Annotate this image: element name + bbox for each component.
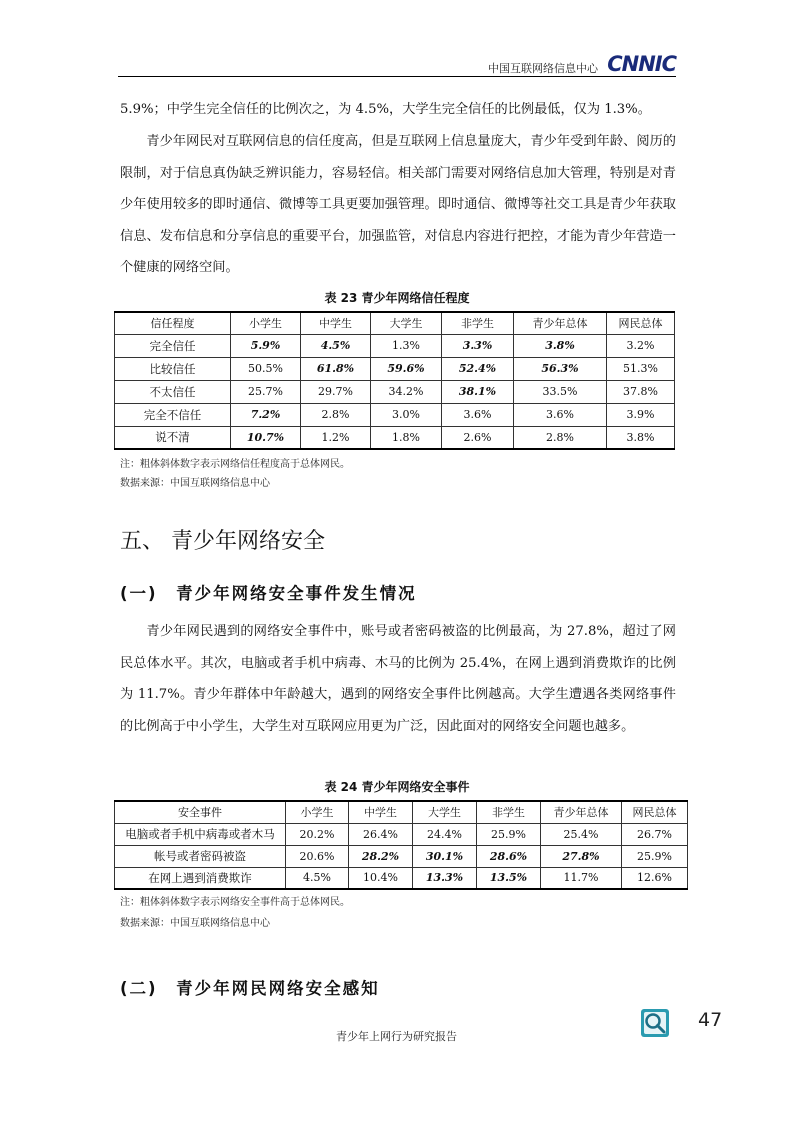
table-cell: 12.6% [622, 867, 688, 889]
paragraph-trust: 青少年网民对互联网信息的信任度高，但是互联网上信息量庞大，青少年受到年龄、阅历的限制，对于信息真伪缺乏辨识能力，容易轻信。相关部门需要对网络信息加大管理，特别是对青少年使用较多的即时通信、微博等工具更要加强管理。即时通信、微博等社交工具是青少年获取信息、发布信息和分享信息的重要平台，加强监管，对信息内容进行把控，才能为青少年营造一个健康的网络空间。 [120, 134, 676, 275]
header-org-name: 中国互联网络信息中心 [488, 62, 598, 75]
table-cell: 3.0% [371, 403, 442, 426]
table-cell: 61.8% [301, 357, 371, 380]
row-label: 完全信任 [115, 334, 231, 357]
table-cell: 20.6% [286, 845, 349, 867]
table-cell: 51.3% [607, 357, 675, 380]
table-cell: 1.3% [371, 334, 442, 357]
row-label: 完全不信任 [115, 403, 231, 426]
table23-header-cell: 非学生 [442, 312, 514, 334]
table-cell: 3.9% [607, 403, 675, 426]
table-cell: 2.8% [514, 426, 607, 449]
table-row [115, 845, 688, 867]
table23-source: 数据来源：中国互联网络信息中心 [120, 478, 270, 489]
table-cell: 10.7% [231, 426, 301, 449]
table23-note: 注：粗体斜体数字表示网络信任程度高于总体网民。 [120, 459, 350, 470]
table-cell: 24.4% [413, 823, 477, 845]
table-cell: 13.5% [477, 867, 541, 889]
page-header [118, 50, 676, 77]
table24-header-cell: 网民总体 [622, 801, 688, 823]
table24-header-cell: 小学生 [286, 801, 349, 823]
table-cell: 3.6% [514, 403, 607, 426]
table23-caption: 表 23 青少年网络信任程度 [324, 291, 470, 305]
table-cell: 38.1% [442, 380, 514, 403]
table-row [115, 823, 688, 845]
table-cell: 28.6% [477, 845, 541, 867]
table-cell: 56.3% [514, 357, 607, 380]
table23-header-cell: 青少年总体 [514, 312, 607, 334]
table-cell: 27.8% [541, 845, 622, 867]
table-cell: 4.5% [301, 334, 371, 357]
table-cell: 11.7% [541, 867, 622, 889]
paragraph-security-events: 青少年网民遇到的网络安全事件中，账号或者密码被盗的比例最高，为 27.8%，超过了网民总体水平。其次，电脑或者手机中病毒、木马的比例为 25.4%，在网上遇到消费欺诈的比例为 11.7%。青少年群体中年龄越大，遇到的网络安全事件比例越高。大学生遭遇各类网络事件的比例高于中小学生，大学生对互联网应用更为广泛，因此面对的网络安全问题也越多。 [120, 624, 676, 734]
subsection-heading-events: (一) 青少年网络安全事件发生情况 [120, 584, 417, 603]
table-row [115, 426, 675, 449]
table-cell: 2.8% [301, 403, 371, 426]
table23-header-cell: 信任程度 [115, 312, 231, 334]
table-cell: 2.6% [442, 426, 514, 449]
table-cell: 3.6% [442, 403, 514, 426]
table23-header-cell: 大学生 [371, 312, 442, 334]
table-cell: 1.2% [301, 426, 371, 449]
table24-header-cell: 非学生 [477, 801, 541, 823]
table24-header-row [115, 801, 688, 823]
table24-header-cell: 青少年总体 [541, 801, 622, 823]
table23-header-cell: 小学生 [231, 312, 301, 334]
row-label: 电脑或者手机中病毒或者木马 [115, 823, 286, 845]
table24-security-events [114, 800, 688, 890]
table-cell: 20.2% [286, 823, 349, 845]
row-label: 在网上遇到消费欺诈 [115, 867, 286, 889]
table-cell: 7.2% [231, 403, 301, 426]
table-cell: 25.9% [622, 845, 688, 867]
table24-header-cell: 大学生 [413, 801, 477, 823]
footer-report-title: 青少年上网行为研究报告 [336, 1030, 457, 1043]
table-cell: 26.7% [622, 823, 688, 845]
table-cell: 25.7% [231, 380, 301, 403]
table-row [115, 867, 688, 889]
table-cell: 26.4% [349, 823, 413, 845]
table-cell: 5.9% [231, 334, 301, 357]
table-cell: 52.4% [442, 357, 514, 380]
table-row [115, 334, 675, 357]
page-number: 47 [698, 1009, 723, 1031]
table-cell: 33.5% [514, 380, 607, 403]
row-label: 不太信任 [115, 380, 231, 403]
table-cell: 28.2% [349, 845, 413, 867]
table-cell: 10.4% [349, 867, 413, 889]
table-cell: 3.8% [607, 426, 675, 449]
table23-header-row [115, 312, 675, 334]
table-cell: 29.7% [301, 380, 371, 403]
table-cell: 3.3% [442, 334, 514, 357]
row-label: 说不清 [115, 426, 231, 449]
table-cell: 59.6% [371, 357, 442, 380]
table-cell: 4.5% [286, 867, 349, 889]
table-cell: 50.5% [231, 357, 301, 380]
table24-source: 数据来源：中国互联网络信息中心 [120, 918, 270, 929]
table-cell: 3.2% [607, 334, 675, 357]
report-logo-icon [640, 1008, 670, 1038]
table-cell: 34.2% [371, 380, 442, 403]
row-label: 比较信任 [115, 357, 231, 380]
table-cell: 37.8% [607, 380, 675, 403]
table23-header-cell: 网民总体 [607, 312, 675, 334]
paragraph-intro: 5.9%；中学生完全信任的比例次之，为 4.5%，大学生完全信任的比例最低，仅为 1.3%。 [120, 102, 651, 117]
table-cell: 1.8% [371, 426, 442, 449]
section-heading: 五、 青少年网络安全 [120, 529, 325, 554]
table-row [115, 403, 675, 426]
table-cell: 25.9% [477, 823, 541, 845]
table-row [115, 380, 675, 403]
table24-caption: 表 24 青少年网络安全事件 [324, 780, 470, 794]
cnnic-logo: CNNIC [607, 52, 676, 76]
table23-header-cell: 中学生 [301, 312, 371, 334]
table-row [115, 357, 675, 380]
table-cell: 30.1% [413, 845, 477, 867]
subsection-heading-perception: (二) 青少年网民网络安全感知 [120, 979, 380, 998]
table-cell: 13.3% [413, 867, 477, 889]
table24-header-cell: 安全事件 [115, 801, 286, 823]
table24-note: 注：粗体斜体数字表示网络安全事件高于总体网民。 [120, 897, 350, 908]
table23-trust-level [114, 311, 675, 450]
table24-header-cell: 中学生 [349, 801, 413, 823]
row-label: 帐号或者密码被盗 [115, 845, 286, 867]
table-cell: 3.8% [514, 334, 607, 357]
table-cell: 25.4% [541, 823, 622, 845]
